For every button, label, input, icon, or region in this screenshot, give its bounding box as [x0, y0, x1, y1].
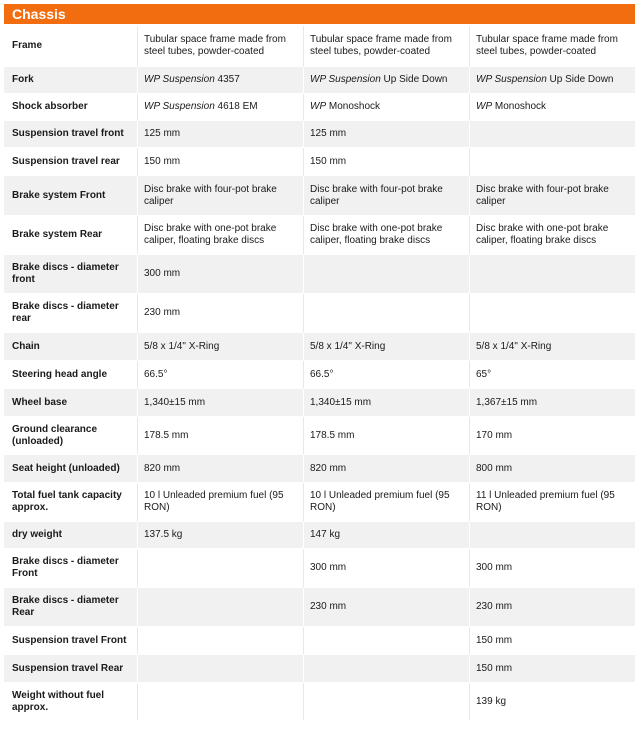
value-cell	[137, 655, 303, 683]
section-header	[4, 4, 635, 24]
value-cell: 139 kg	[469, 683, 635, 721]
value-cell: Disc brake with four-pot brake caliper	[469, 176, 635, 216]
table-row	[4, 361, 635, 389]
value-cell: 137.5 kg	[137, 522, 303, 549]
value-cell: 1,367±15 mm	[469, 389, 635, 417]
row-label: Brake system Rear	[4, 216, 137, 255]
value-cell	[137, 67, 303, 94]
model-name: Monoshock	[492, 101, 547, 112]
value-cell: 230 mm	[137, 294, 303, 333]
table-row	[4, 522, 635, 549]
value-cell: 66.5°	[303, 361, 469, 389]
brand-name: WP Suspension	[144, 74, 215, 85]
value-cell: 230 mm	[303, 588, 469, 627]
value-cell: 300 mm	[303, 549, 469, 588]
brand-name: WP Suspension	[476, 74, 547, 85]
row-label: Ground clearance (unloaded)	[4, 417, 137, 455]
model-name: 4618 EM	[214, 101, 258, 112]
value-cell: 125 mm	[137, 121, 303, 148]
value-cell: Disc brake with four-pot brake caliper	[303, 176, 469, 216]
value-cell: Disc brake with one-pot brake caliper, floating brake discs	[303, 216, 469, 255]
value-cell: 5/8 x 1/4" X-Ring	[303, 333, 469, 361]
value-cell: 150 mm	[303, 148, 469, 176]
row-label: Brake discs - diameter Rear	[4, 588, 137, 627]
row-label: Steering head angle	[4, 361, 137, 389]
value-cell: 820 mm	[303, 455, 469, 483]
brand-name: WP	[476, 101, 493, 112]
brand-name: WP Suspension	[310, 74, 381, 85]
row-label: Total fuel tank capacity approx.	[4, 483, 137, 522]
value-cell	[137, 94, 303, 121]
value-cell	[303, 627, 469, 655]
value-cell	[469, 522, 635, 549]
value-cell	[137, 683, 303, 721]
row-label: Wheel base	[4, 389, 137, 417]
value-cell: 1,340±15 mm	[303, 389, 469, 417]
row-label: Chain	[4, 333, 137, 361]
value-cell: 10 l Unleaded premium fuel (95 RON)	[303, 483, 469, 522]
value-cell: 230 mm	[469, 588, 635, 627]
row-label: Suspension travel rear	[4, 148, 137, 176]
value-cell: 5/8 x 1/4" X-Ring	[137, 333, 303, 361]
value-cell: Disc brake with one-pot brake caliper, floating brake discs	[137, 216, 303, 255]
table-row	[4, 549, 635, 588]
table-row	[4, 483, 635, 522]
table-row	[4, 216, 635, 255]
table-row	[4, 389, 635, 417]
value-cell	[303, 67, 469, 94]
value-cell	[303, 94, 469, 121]
row-label: dry weight	[4, 522, 137, 549]
row-label: Frame	[4, 26, 137, 67]
value-cell	[303, 683, 469, 721]
value-cell: 5/8 x 1/4" X-Ring	[469, 333, 635, 361]
value-cell: 150 mm	[469, 627, 635, 655]
model-name: Monoshock	[326, 101, 381, 112]
table-row	[4, 683, 635, 721]
value-cell: 150 mm	[469, 655, 635, 683]
table-row	[4, 655, 635, 683]
value-cell	[469, 148, 635, 176]
value-cell	[469, 94, 635, 121]
value-cell: 125 mm	[303, 121, 469, 148]
model-name: Up Side Down	[380, 74, 448, 85]
brand-name: WP Suspension	[144, 101, 215, 112]
value-cell: 1,340±15 mm	[137, 389, 303, 417]
value-cell	[303, 294, 469, 333]
section-title: Chassis	[12, 6, 66, 22]
value-cell: 300 mm	[469, 549, 635, 588]
table-row	[4, 455, 635, 483]
table-row	[4, 255, 635, 294]
value-cell: 800 mm	[469, 455, 635, 483]
table-row	[4, 588, 635, 627]
value-cell	[303, 255, 469, 294]
value-cell: Tubular space frame made from steel tubes, powder-coated	[137, 26, 303, 67]
value-cell: Tubular space frame made from steel tubes, powder-coated	[303, 26, 469, 67]
value-cell: 178.5 mm	[137, 417, 303, 455]
row-label: Fork	[4, 67, 137, 94]
value-cell	[469, 255, 635, 294]
value-cell: 11 l Unleaded premium fuel (95 RON)	[469, 483, 635, 522]
row-label: Seat height (unloaded)	[4, 455, 137, 483]
value-cell: 820 mm	[137, 455, 303, 483]
value-cell	[469, 67, 635, 94]
model-name: Up Side Down	[546, 74, 614, 85]
table-row	[4, 294, 635, 333]
value-cell: 178.5 mm	[303, 417, 469, 455]
row-label: Brake discs - diameter rear	[4, 294, 137, 333]
value-cell	[469, 294, 635, 333]
value-cell	[137, 627, 303, 655]
value-cell: 65°	[469, 361, 635, 389]
value-cell: 147 kg	[303, 522, 469, 549]
value-cell	[303, 655, 469, 683]
row-label: Suspension travel Rear	[4, 655, 137, 683]
value-cell: 170 mm	[469, 417, 635, 455]
row-label: Suspension travel Front	[4, 627, 137, 655]
row-label: Brake system Front	[4, 176, 137, 216]
row-label: Shock absorber	[4, 94, 137, 121]
value-cell: 150 mm	[137, 148, 303, 176]
value-cell: 10 l Unleaded premium fuel (95 RON)	[137, 483, 303, 522]
brand-name: WP	[310, 101, 327, 112]
row-label: Weight without fuel approx.	[4, 683, 137, 721]
table-row	[4, 148, 635, 176]
table-row	[4, 627, 635, 655]
row-label: Brake discs - diameter Front	[4, 549, 137, 588]
table-row	[4, 121, 635, 148]
value-cell	[469, 121, 635, 148]
value-cell: Disc brake with four-pot brake caliper	[137, 176, 303, 216]
table-row	[4, 94, 635, 121]
table-row	[4, 67, 635, 94]
value-cell: Tubular space frame made from steel tubes, powder-coated	[469, 26, 635, 67]
value-cell: 300 mm	[137, 255, 303, 294]
table-row	[4, 417, 635, 455]
table-row	[4, 333, 635, 361]
table-row	[4, 26, 635, 67]
value-cell	[137, 588, 303, 627]
value-cell: 66.5°	[137, 361, 303, 389]
row-label: Brake discs - diameter front	[4, 255, 137, 294]
table-row	[4, 176, 635, 216]
model-name: 4357	[214, 74, 240, 85]
row-label: Suspension travel front	[4, 121, 137, 148]
value-cell	[137, 549, 303, 588]
value-cell: Disc brake with one-pot brake caliper, floating brake discs	[469, 216, 635, 255]
chassis-spec-table	[4, 26, 635, 721]
